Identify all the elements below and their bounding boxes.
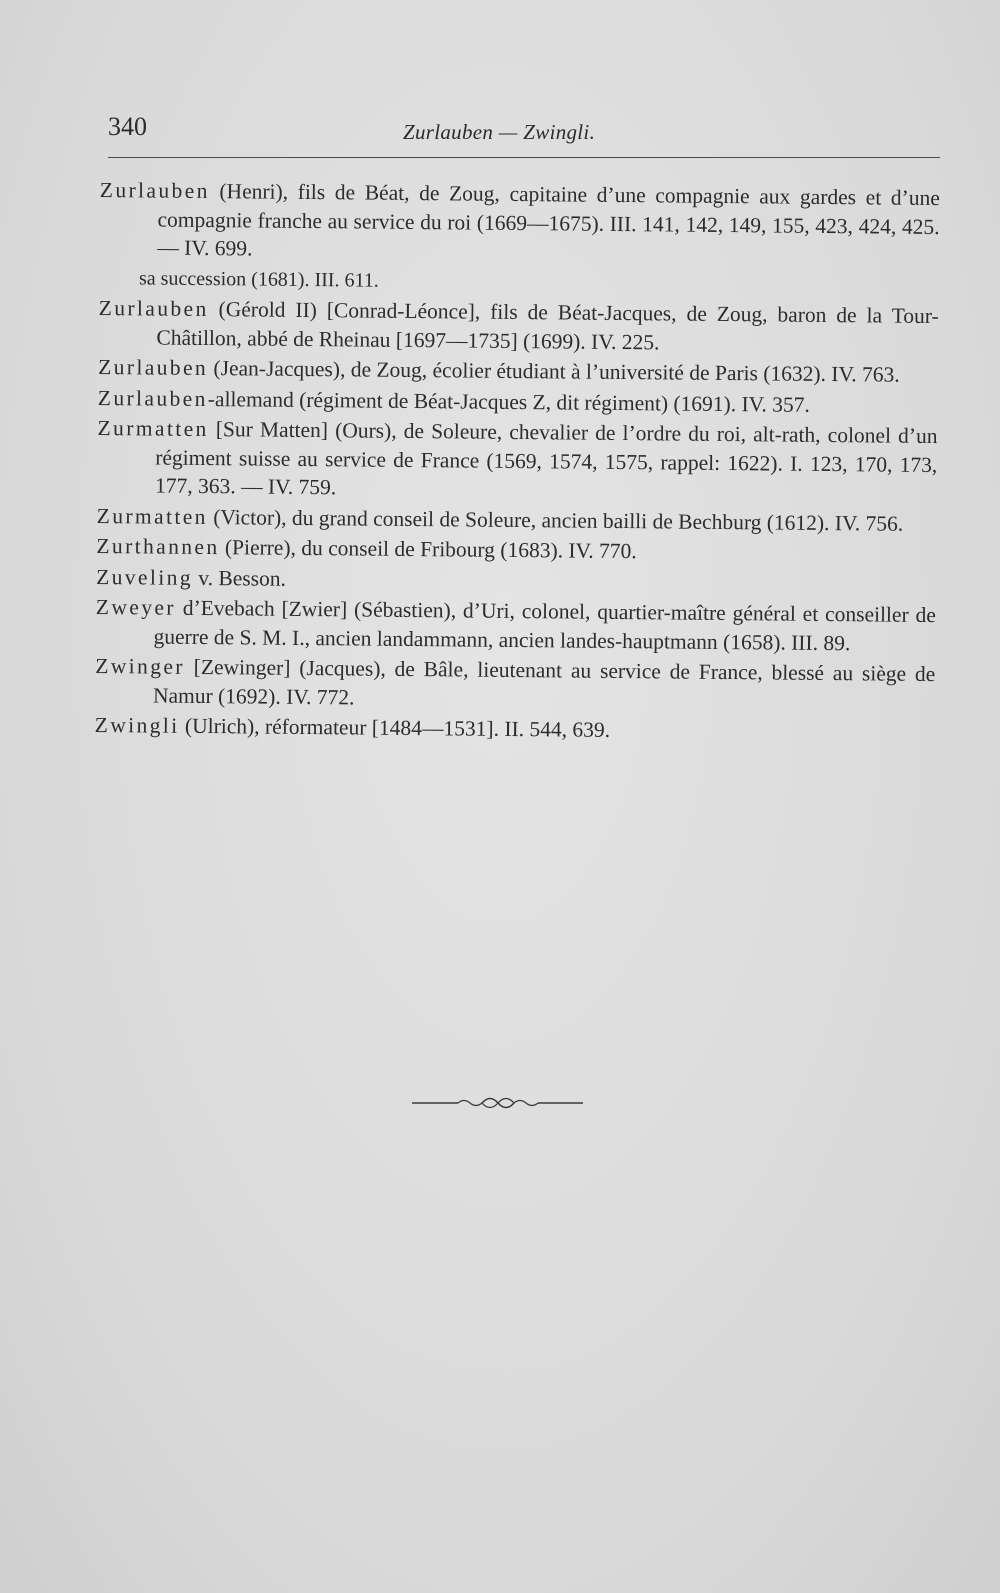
- entry-name: Zwingli: [94, 712, 180, 738]
- entry-name: Zurthannen: [96, 533, 220, 560]
- index-entry: [95, 711, 935, 748]
- index-entry: [98, 294, 939, 359]
- entry-name: Zurlauben: [98, 295, 209, 322]
- entry-text: [Sur Matten] (Ours), de Soleure, chevalier de l’ordre du roi, alt-rath, colonel d’un régiment suisse au service de France (1569, 1574, 1575, rappel: 1622). I. 123, 170, 173, 177, 363. — IV. 759.: [154, 417, 938, 500]
- entry-text: d’Evebach [Zwier] (Sébastien), d’Uri, colonel, quartier-maître général et conseiller de guerre de S. M. I., ancien landammann, ancien landes-hauptmann (1658). III. 89.: [153, 595, 936, 655]
- entry-text: sa succession (1681). III. 611.: [138, 266, 379, 292]
- page-header: [108, 108, 940, 156]
- index-entry: [97, 414, 938, 508]
- entry-name: Zurmatten: [96, 503, 209, 529]
- page-number: 340: [108, 112, 147, 141]
- entry-text: (Victor), du grand conseil de Soleure, ancien bailli de Bechburg (1612). IV. 756.: [207, 504, 904, 536]
- entry-name: Zurlauben: [99, 177, 210, 204]
- entry-name: Zwinger: [95, 653, 186, 679]
- index-entries: [95, 176, 940, 750]
- index-entry: [95, 593, 936, 658]
- running-head: Zurlauben — Zwingli.: [403, 120, 596, 144]
- entry-text: (Henri), fils de Béat, de Zoug, capitaine d’une compagnie aux gardes et d’une compagnie franche au service du roi (1669—1675). III. 141, 142, 149, 155, 423, 424, 425. — IV. 699.: [157, 179, 940, 261]
- entry-text: [Zewinger] (Jacques), de Bâle, lieutenant au service de France, blessé au siège de Namur (1692). IV. 772.: [152, 654, 936, 709]
- entry-text: (Pierre), du conseil de Fribourg (1683). IV. 770.: [219, 535, 637, 564]
- entry-text: (Gérold II) [Conrad-Léonce], fils de Béat-Jacques, de Zoug, baron de la Tour-Châtillon, abbé de Rheinau [1697—1735] (1699). IV. 225.: [156, 297, 939, 354]
- entry-name: Zurlauben: [97, 385, 208, 411]
- entry-text: v. Besson.: [192, 565, 287, 591]
- entry-text: (Ulrich), réformateur [1484—1531]. II. 544, 639.: [179, 713, 611, 742]
- entry-name: Zurmatten: [97, 415, 209, 442]
- entry-name: Zweyer: [95, 594, 177, 620]
- index-entry: [95, 652, 936, 717]
- entry-name: Zurlauben: [98, 354, 209, 381]
- entry-text: (Jean-Jacques), de Zoug, écolier étudiant à l’université de Paris (1632). IV. 763.: [207, 356, 900, 387]
- tail-ornament-icon: [410, 1090, 585, 1114]
- index-entry: [99, 176, 940, 270]
- header-rule: [108, 157, 940, 158]
- entry-name: Zuveling: [96, 564, 194, 590]
- entry-text: -allemand (régiment de Béat-Jacques Z, dit régiment) (1691). IV. 357.: [207, 386, 810, 417]
